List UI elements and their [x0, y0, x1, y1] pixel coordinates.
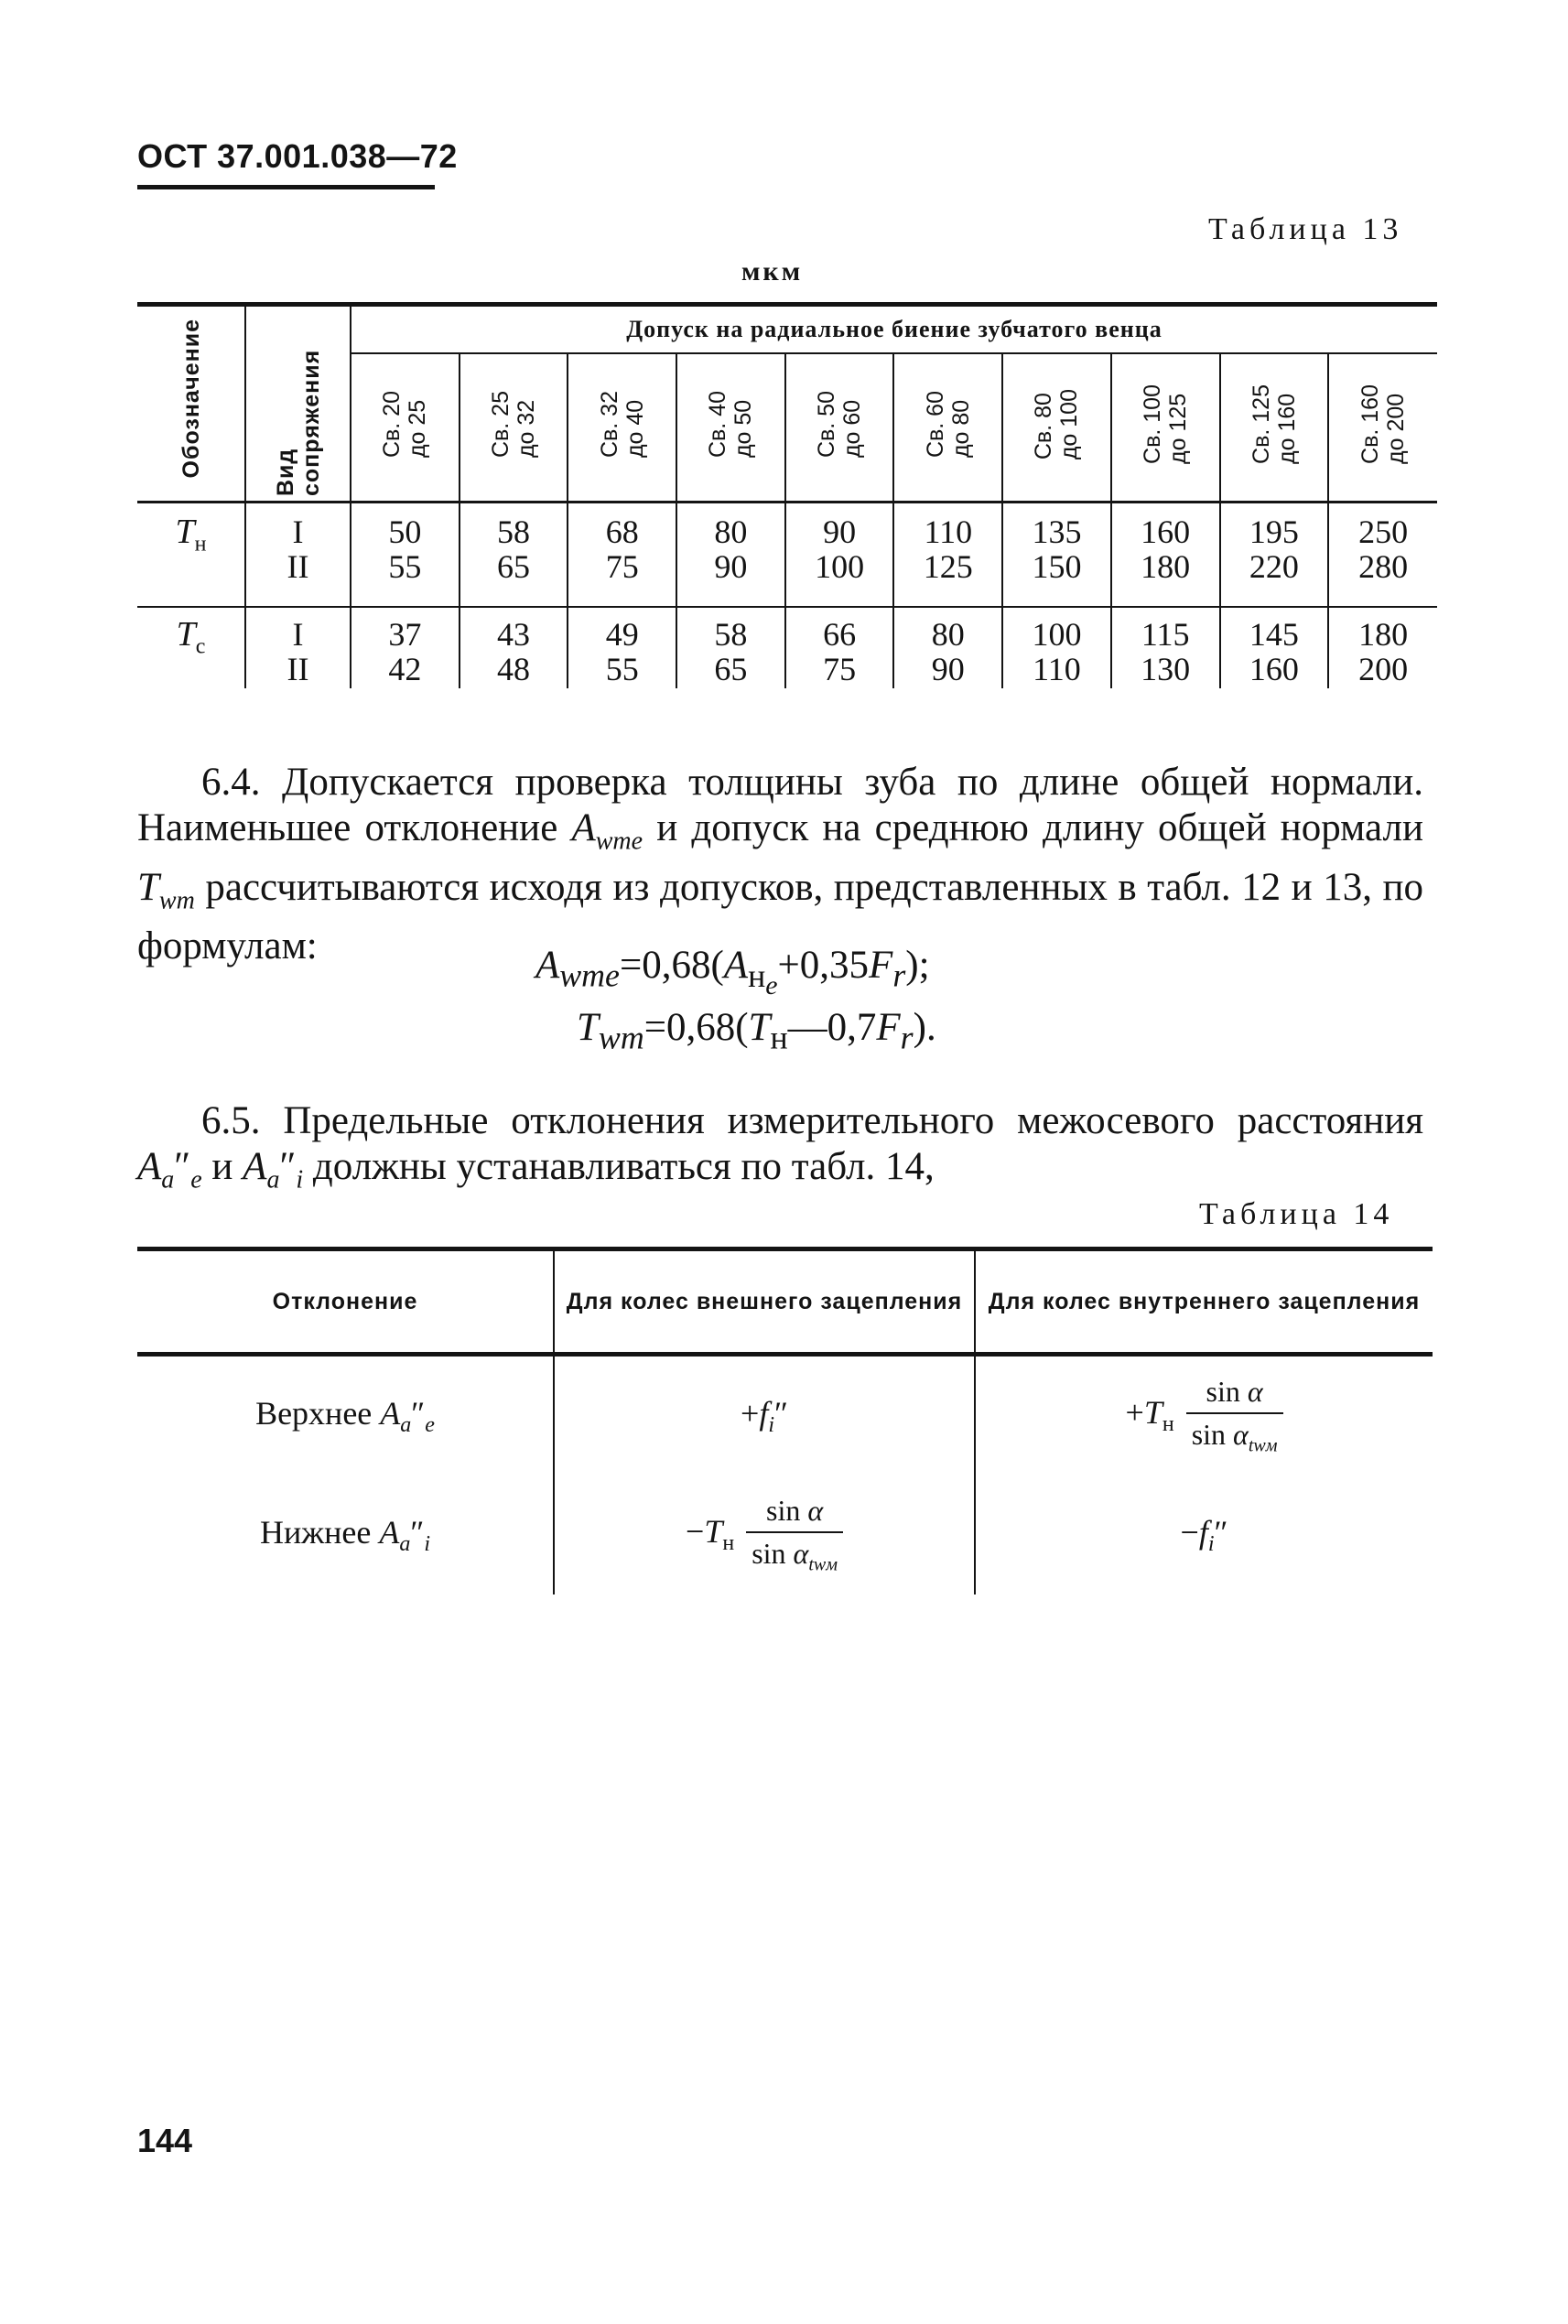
table-cell: 43 48: [460, 607, 568, 688]
range-header-9: Св. 160 до 200: [1328, 353, 1437, 503]
paragraph-6-5: 6.5. Предельные отклонения измерительного межосевого расстояния $A_a''_e$ и $A_a''_i$ должны устанавливаться по табл. 14,: [137, 1099, 1423, 1194]
range-header-0: Св. 20 до 25: [351, 353, 460, 503]
t14-lower-label: Нижнее $A_a''_i$: [259, 1513, 431, 1557]
table-13: [137, 302, 1437, 688]
t14-upper-internal: $+T_н$ $\frac{\text{sin α}}{\sin \alpha_{twм}}$: [975, 1355, 1433, 1476]
t14-header-internal: Для колес внутреннего зацепления: [975, 1249, 1433, 1355]
table13-caption: Таблица 13: [1208, 212, 1403, 246]
t14-lower-external: $-T_н$ $\frac{\text{sin α}}{\sin \alpha_{twм}}$: [554, 1475, 975, 1594]
t14-upper-label: Верхнее $A_a''_e$: [255, 1394, 435, 1438]
table-cell: 66 75: [785, 607, 894, 688]
table-cell: 80 90: [893, 607, 1002, 688]
table-cell: 250 280: [1328, 503, 1437, 608]
table-cell: 58 65: [676, 607, 785, 688]
range-header-1: Св. 25 до 32: [460, 353, 568, 503]
table-cell: 50 55: [351, 503, 460, 608]
formula-awme: $A_{wme}=0,68(A_{н_e}+0,35F_r)$;: [535, 944, 930, 1000]
table-cell: 58 65: [460, 503, 568, 608]
table-cell: 135 150: [1002, 503, 1111, 608]
table-cell: 115 130: [1111, 607, 1220, 688]
table-cell: 68 75: [568, 503, 676, 608]
table-cell: 100 110: [1002, 607, 1111, 688]
t14-upper-external: $+f_i''$: [554, 1355, 975, 1476]
paragraph-6-4: 6.4. Допускается проверка толщины зуба по длине общей нормали. Наименьшее отклонение $A_{wme}$ и допуск на среднюю длину общей нормали $T_{wm}$ рассчитываются исходя из допусков, представленных в табл. 12 и 13, по формулам:: [137, 761, 1423, 968]
range-header-8: Св. 125 до 160: [1220, 353, 1329, 503]
range-header-3: Св. 40 до 50: [676, 353, 785, 503]
page-number: 144: [137, 2122, 193, 2159]
table-cell: 110 125: [893, 503, 1002, 608]
table-cell: 80 90: [676, 503, 785, 608]
formula-twm: $T_{wm}=0,68(T_н—0,7F_r)$.: [577, 1006, 936, 1056]
range-header-2: Св. 32 до 40: [568, 353, 676, 503]
table-14: [137, 1247, 1433, 1594]
designation-header: Обозначение: [137, 305, 245, 503]
t14-lower-internal: $-f_i''$: [975, 1475, 1433, 1594]
row-symbol: $T_н$: [175, 513, 207, 557]
range-header-4: Св. 50 до 60: [785, 353, 894, 503]
t14-header-deviation: Отклонение: [137, 1249, 554, 1355]
table-cell: 37 42: [351, 607, 460, 688]
row-symbol: $T_с$: [137, 607, 245, 688]
range-header-7: Св. 100 до 125: [1111, 353, 1220, 503]
standard-code: ОСТ 37.001.038—72: [137, 137, 458, 175]
mating-header: Вид сопряжения: [245, 305, 351, 503]
table13-unit: мкм: [741, 256, 804, 286]
table-cell: 90 100: [785, 503, 894, 608]
t14-header-external: Для колес внешнего зацепления: [554, 1249, 975, 1355]
range-header-5: Св. 60 до 80: [893, 353, 1002, 503]
table-cell: 195 220: [1220, 503, 1329, 608]
header-underline: [137, 185, 435, 189]
row-mating: I II: [245, 503, 351, 608]
table14-caption: Таблица 14: [1199, 1197, 1394, 1231]
table-cell: 145 160: [1220, 607, 1329, 688]
group-header: Допуск на радиальное биение зубчатого венца: [351, 305, 1437, 354]
range-header-6: Св. 80 до 100: [1002, 353, 1111, 503]
table-cell: 49 55: [568, 607, 676, 688]
table-cell: 160 180: [1111, 503, 1220, 608]
table-cell: 180 200: [1328, 607, 1437, 688]
row-mating: I II: [245, 607, 351, 688]
